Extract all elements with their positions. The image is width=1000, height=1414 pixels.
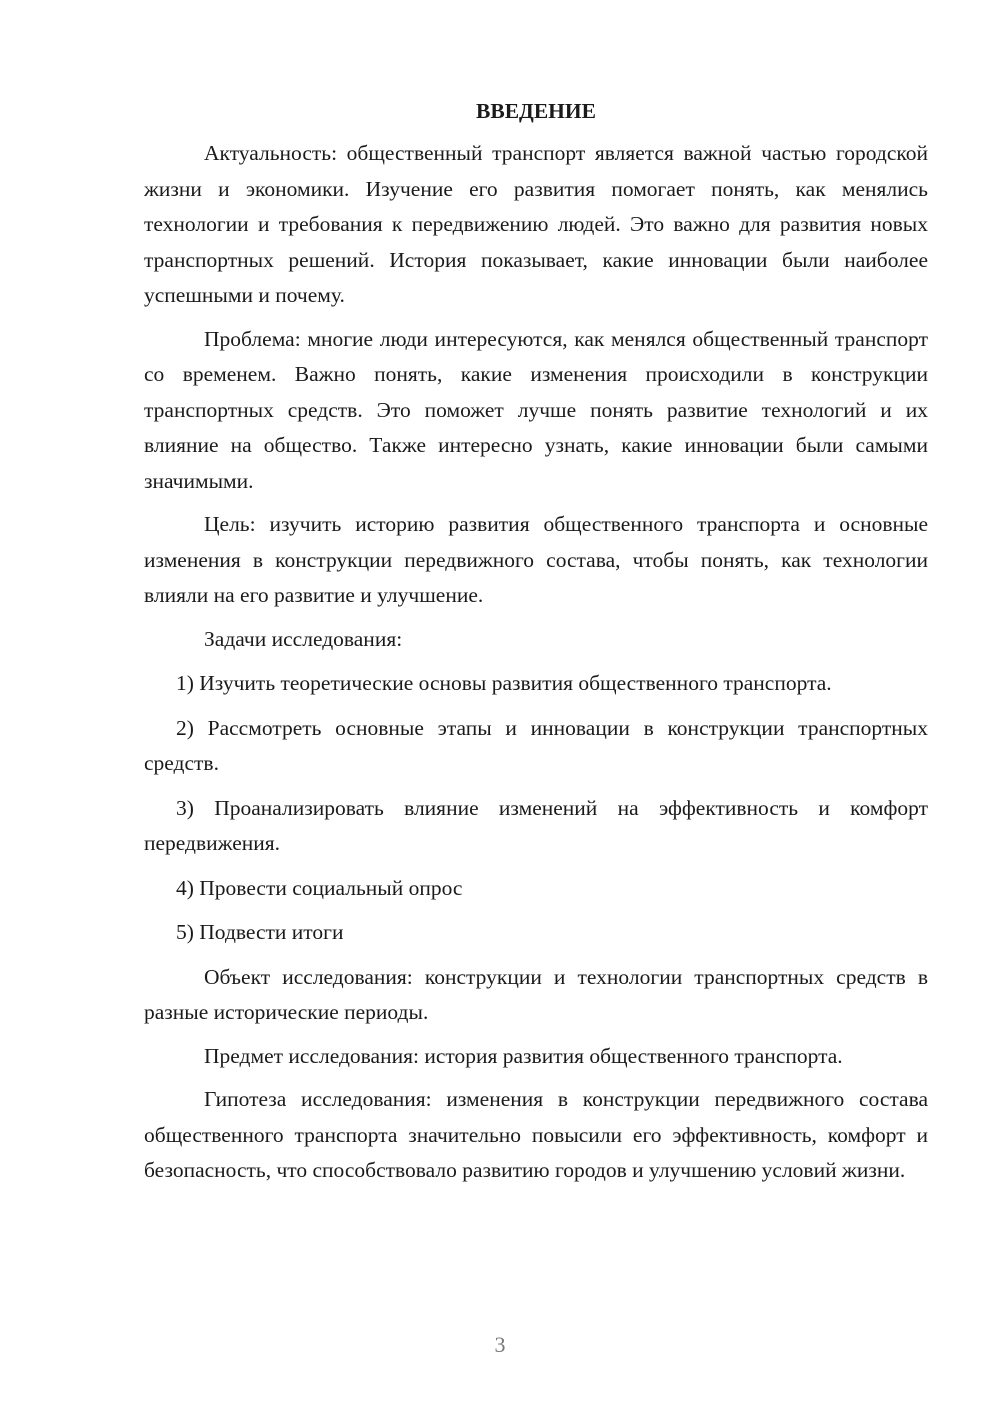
task-item: 3) Проанализировать влияние изменений на эффективность и комфорт передвижения. <box>144 795 928 855</box>
tasks-intro: Задачи исследования: <box>204 626 403 651</box>
task-item: 2) Рассмотреть основные этапы и инновации в конструкции транспортных средств. <box>144 715 928 775</box>
problem-paragraph: Проблема: многие люди интересуются, как менялся общественный транспорт со временем. Важно понять, какие изменения происходили в конструкции транспортных средств. Это поможет лучше понять развитие технологий и их влияние на общество. Также интересно узнать, какие инновации были самыми значимыми. <box>144 326 928 493</box>
task-item: 4) Провести социальный опрос <box>176 875 463 900</box>
goal-paragraph: Цель: изучить историю развития общественного транспорта и основные изменения в конструкции передвижного состава, чтобы понять, как технологии влияли на его развитие и улучшение. <box>144 512 928 607</box>
page-number: 3 <box>494 1332 506 1357</box>
page-content <box>144 96 928 1197</box>
task-item: 5) Подвести итоги <box>176 920 344 944</box>
actuality-paragraph: Актуальность: общественный транспорт является важной частью городской жизни и экономики. Изучение его развития помогает понять, как менялись технологии и требования к передвижению людей. Это важно для развития новых транспортных решений. История показывает, какие инновации были наиболее успешными и почему. <box>144 141 928 307</box>
page-heading: ВВЕДЕНИЕ <box>476 99 596 123</box>
subject-paragraph: Предмет исследования: история развития общественного транспорта. <box>204 1043 843 1068</box>
hypothesis-paragraph: Гипотеза исследования: изменения в конструкции передвижного состава общественного транспорта значительно повысили его эффективность, комфорт и безопасность, что способствовало развитию городов и улучшению условий жизни. <box>144 1087 928 1182</box>
task-item: 1) Изучить теоретические основы развития общественного транспорта. <box>176 671 832 695</box>
object-paragraph: Объект исследования: конструкции и технологии транспортных средств в разные исторические периоды. <box>144 964 928 1024</box>
